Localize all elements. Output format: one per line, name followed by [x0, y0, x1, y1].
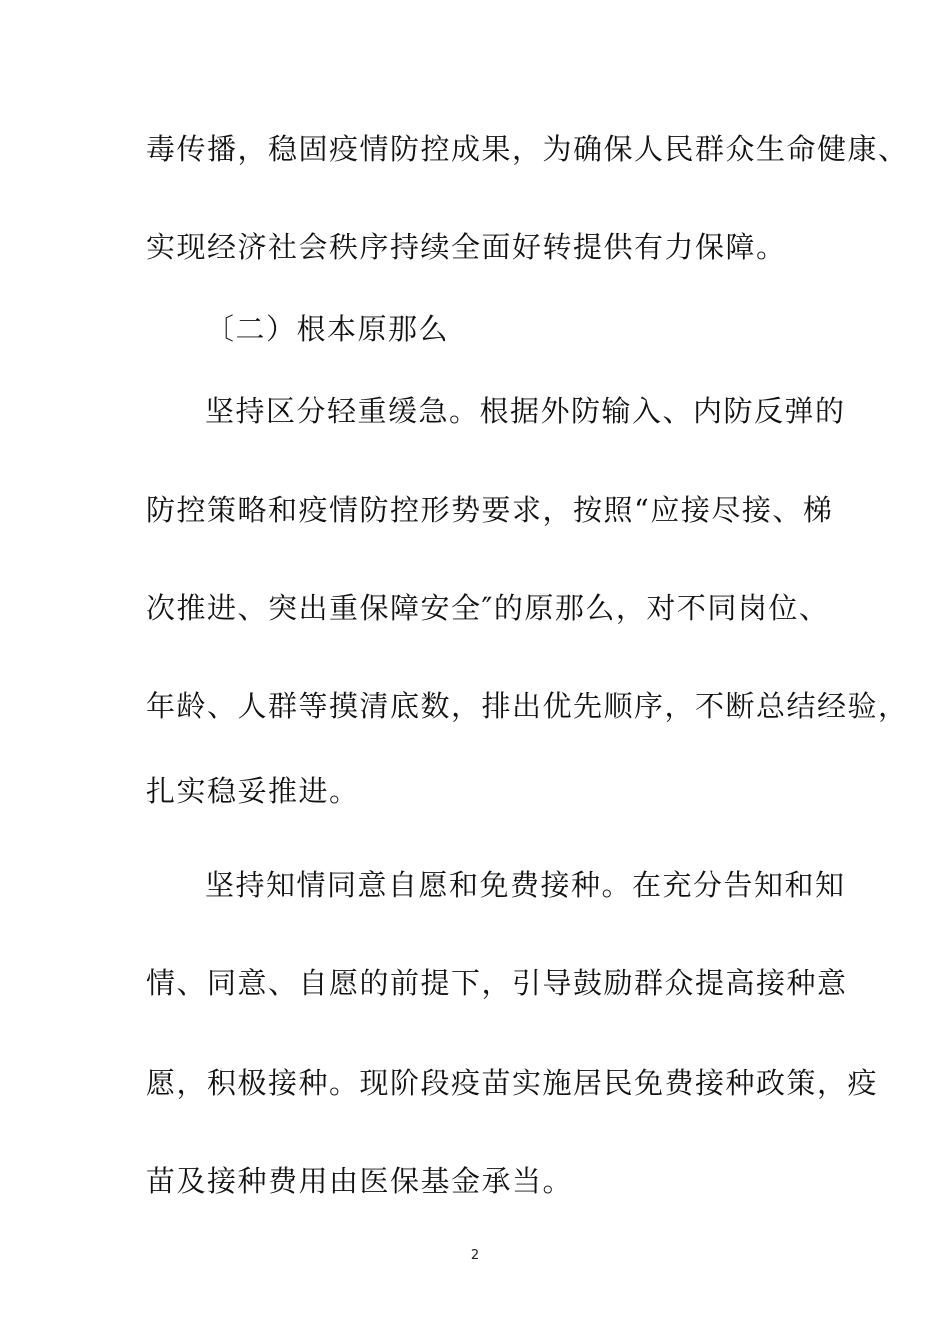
text-line-5: 防控策略和疫情防控形势要求，按照“应接尽接、梯	[146, 493, 834, 527]
text-line-4: 坚持区分轻重缓急。根据外防输入、内防反弹的	[205, 394, 846, 428]
page-number: 2	[470, 1248, 480, 1263]
text-line-7: 年龄、人群等摸清底数，排出优先顺序，不断总结经验，	[146, 689, 909, 723]
text-line-11: 愿，积极接种。现阶段疫苗实施居民免费接种政策，疫	[146, 1066, 879, 1100]
text-line-1: 毒传播，稳固疫情防控成果，为确保人民群众生命健康、	[146, 132, 909, 166]
text-line-6: 次推进、突出重保障安全″的原那么，对不同岗位、	[146, 591, 830, 625]
text-line-8: 扎实稳妥推进。	[146, 774, 360, 808]
text-line-12: 苗及接种费用由医保基金承当。	[146, 1164, 574, 1198]
section-heading: 〔二）根本原那么	[205, 312, 450, 346]
text-line-2: 实现经济社会秩序持续全面好转提供有力保障。	[146, 230, 787, 264]
text-line-10: 情、同意、自愿的前提下，引导鼓励群众提高接种意	[146, 966, 848, 1000]
text-line-9: 坚持知情同意自愿和免费接种。在充分告知和知	[205, 868, 846, 902]
